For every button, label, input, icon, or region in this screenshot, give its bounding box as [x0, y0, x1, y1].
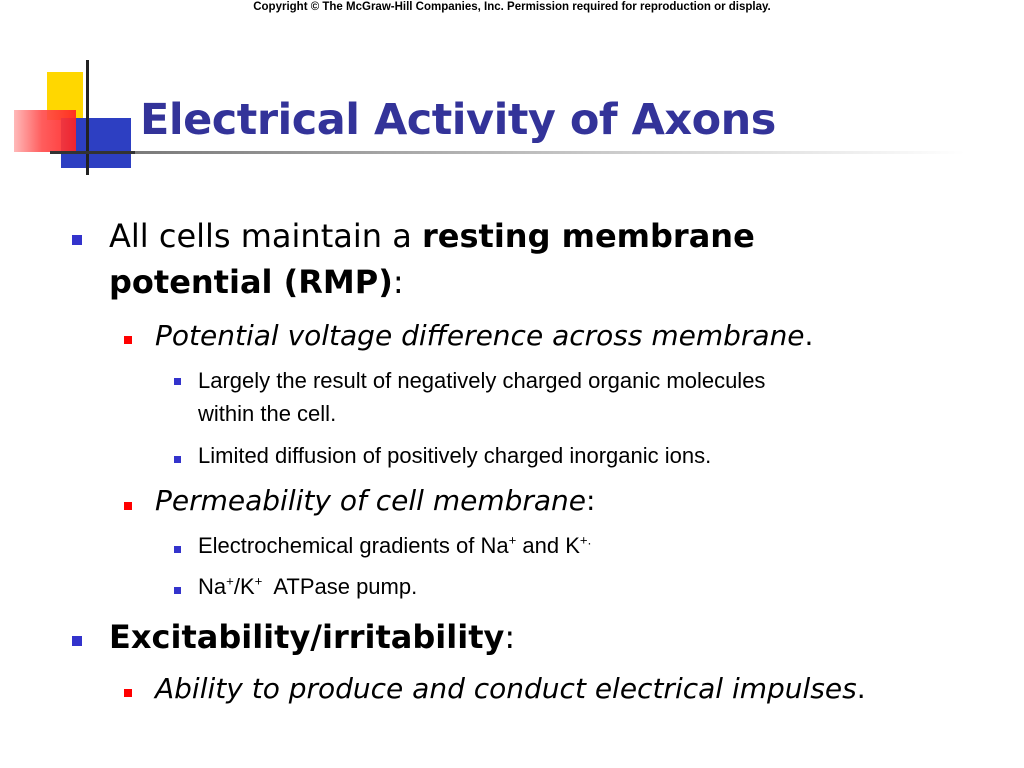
level2-bullet-icon: [124, 336, 132, 344]
level3-bullet-icon: [174, 456, 181, 463]
bullet-suffix: .: [856, 672, 866, 705]
bullet-line-1: Largely the result of negatively charged organic molecules: [198, 368, 766, 393]
bullet-text-suffix: :: [392, 263, 404, 301]
bullet-text-suffix: :: [504, 618, 516, 656]
bullet-text-atpase: ATPase pump.: [262, 574, 418, 599]
bullet-excitability: [109, 614, 515, 660]
bullet-suffix: .: [804, 319, 814, 352]
slide-title: Electrical Activity of Axons: [140, 95, 776, 145]
bullet-italic-text: Ability to produce and conduct electrical impulses: [155, 672, 857, 705]
bullet-text-prefix: All cells maintain a: [109, 217, 422, 255]
bullet-text: Limited diffusion of positively charged inorganic ions.: [198, 443, 712, 468]
bullet-suffix: :: [586, 484, 596, 517]
bullet-text-bold-continued: potential (RMP): [109, 263, 393, 301]
bullet-text-mid: and K: [516, 533, 580, 558]
bullet-resting-membrane-potential: [109, 213, 755, 305]
bullet-text-bold: Excitability/irritability: [109, 618, 505, 656]
bullet-ability-to-produce: [155, 670, 866, 708]
bullet-text-k: /K: [233, 574, 255, 599]
bullet-potential-voltage: [155, 317, 813, 355]
level2-bullet-icon: [124, 502, 132, 510]
level2-bullet-icon: [124, 689, 132, 697]
bullet-italic-text: Potential voltage difference across membrane: [155, 319, 805, 352]
bullet-text: Electrochemical gradients of Na: [198, 533, 509, 558]
superscript-plus: +: [508, 532, 517, 548]
bullet-electrochemical-gradients: [198, 529, 958, 562]
bullet-italic-text: Permeability of cell membrane: [155, 484, 587, 517]
bullet-line-2: within the cell.: [198, 401, 337, 426]
level3-bullet-icon: [174, 587, 181, 594]
level3-bullet-icon: [174, 546, 181, 553]
bullet-negatively-charged-molecules: [198, 364, 958, 430]
superscript-plus: +: [254, 573, 263, 589]
superscript-plus: +: [226, 573, 234, 589]
level1-bullet-icon: [72, 235, 82, 245]
bullet-text-bold: resting membrane: [421, 217, 755, 255]
level1-bullet-icon: [72, 636, 82, 646]
bullet-atpase-pump: [198, 570, 958, 603]
bullet-text-na: Na: [198, 574, 227, 599]
bullet-permeability: [155, 482, 595, 520]
level3-bullet-icon: [174, 378, 181, 385]
superscript-plus-period: +.: [579, 532, 592, 548]
copyright-notice: Copyright © The McGraw-Hill Companies, Inc. Permission required for reproduction or display.: [253, 1, 771, 13]
bullet-limited-diffusion: [198, 439, 958, 472]
